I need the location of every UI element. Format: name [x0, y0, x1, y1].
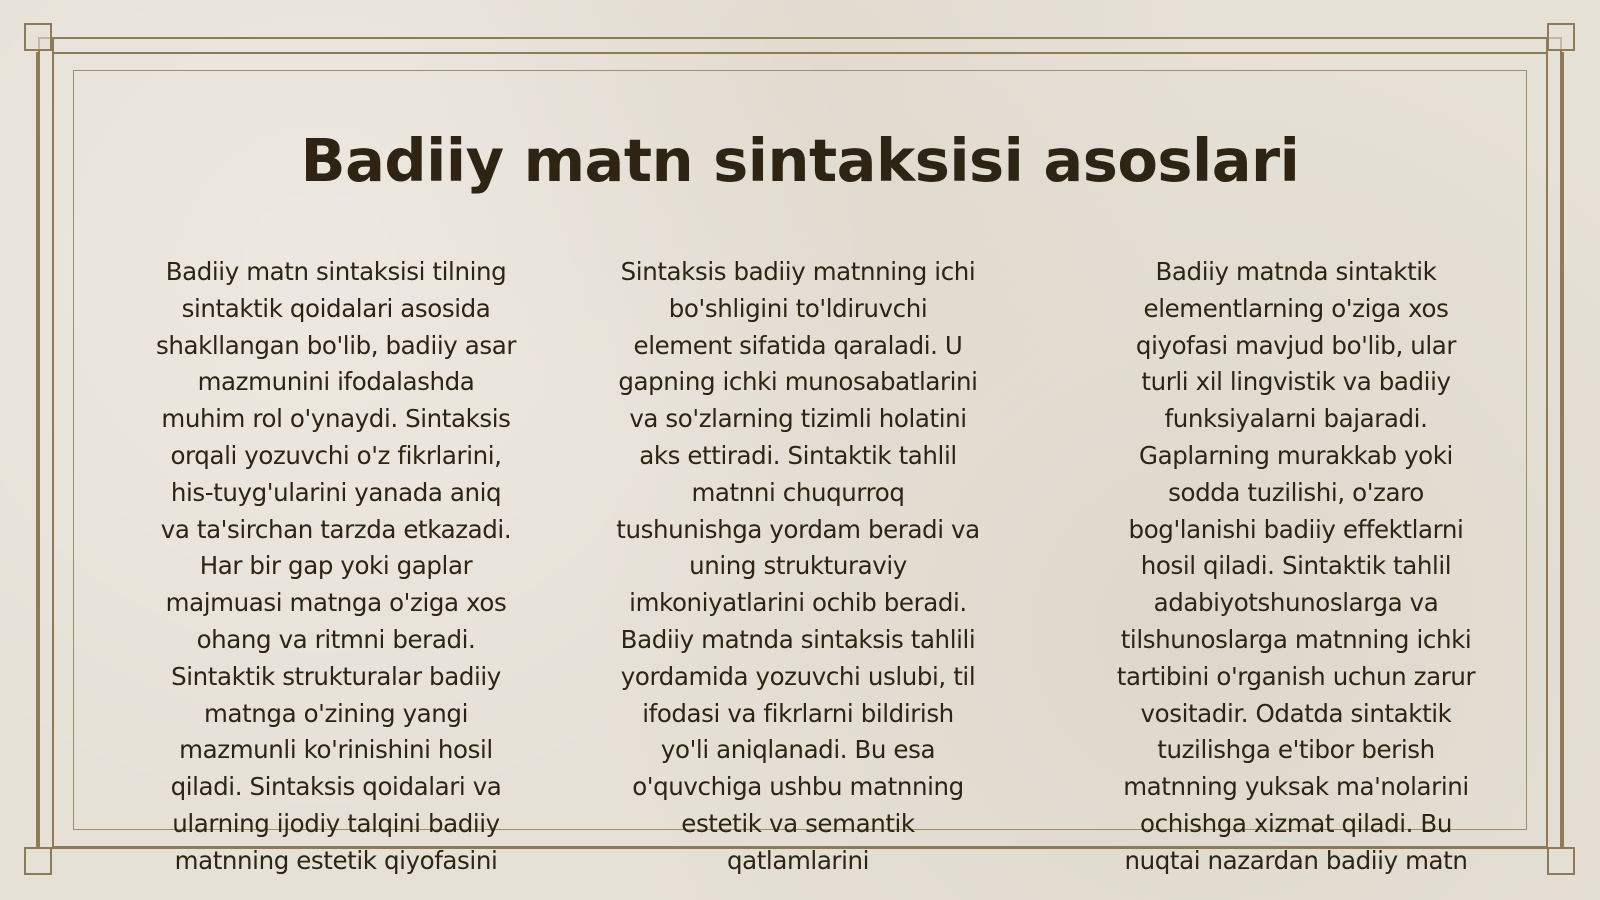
text-column-3: Badiiy matnda sintaktik elementlarning o'ziga xos qiyofasi mavjud bo'lib, ular turli xil lingvistik va badiiy funksiyalarni bajaradi. Gaplarning murakkab yoki sodda tuzilishi, o'zaro bog'lanishi badiiy effektlarni hosil qiladi. Sintaktik tahlil adabiyotshunoslarga va tilshunoslarga matnning ichki tartibini o'rganish uchun zarur vositadir. Odatda sintaktik tuzilishga e'tibor berish matnning yuksak ma'nolarini ochishga xizmat qiladi. Bu nuqtai nazardan badiiy matn	[1116, 257, 1476, 875]
frame-corner-bottom-right	[1547, 847, 1575, 875]
slide-title: Badiiy matn sintaksisi asoslari	[300, 126, 1300, 195]
frame-corner-top-left	[24, 23, 52, 51]
text-column-2: Sintaksis badiiy matnning ichi bo'shligini to'ldiruvchi element sifatida qaraladi. U gapning ichki munosabatlarini va so'zlarning tizimli holatini aks ettiradi. Sintaktik tahlil matnni chuqurroq tushunishga yordam beradi va uning strukturaviy imkoniyatlarini ochib beradi. Badiiy matnda sintaksis tahlili yordamida yozuvchi uslubi, til ifodasi va fikrlarni bildirish yo'li aniqlanadi. Bu esa o'quvchiga ushbu matnning estetik va semantik qatlamlarini	[616, 257, 980, 875]
text-column-1: Badiiy matn sintaksisi tilning sintaktik qoidalari asosida shakllangan bo'lib, badiiy asar mazmunini ifodalashda muhim rol o'ynaydi. Sintaksis orqali yozuvchi o'z fikrlarini, his-tuyg'ularini yanada aniq va ta'sirchan tarzda etkazadi. Har bir gap yoki gaplar majmuasi matnga o'ziga xos ohang va ritmni beradi. Sintaktik strukturalar badiiy matnga o'zining yangi mazmunli ko'rinishini hosil qiladi. Sintaksis qoidalari va ularning ijodiy talqini badiiy matnning estetik qiyofasini	[155, 257, 517, 875]
frame-corner-top-right	[1547, 23, 1575, 51]
frame-corner-bottom-left	[24, 847, 52, 875]
